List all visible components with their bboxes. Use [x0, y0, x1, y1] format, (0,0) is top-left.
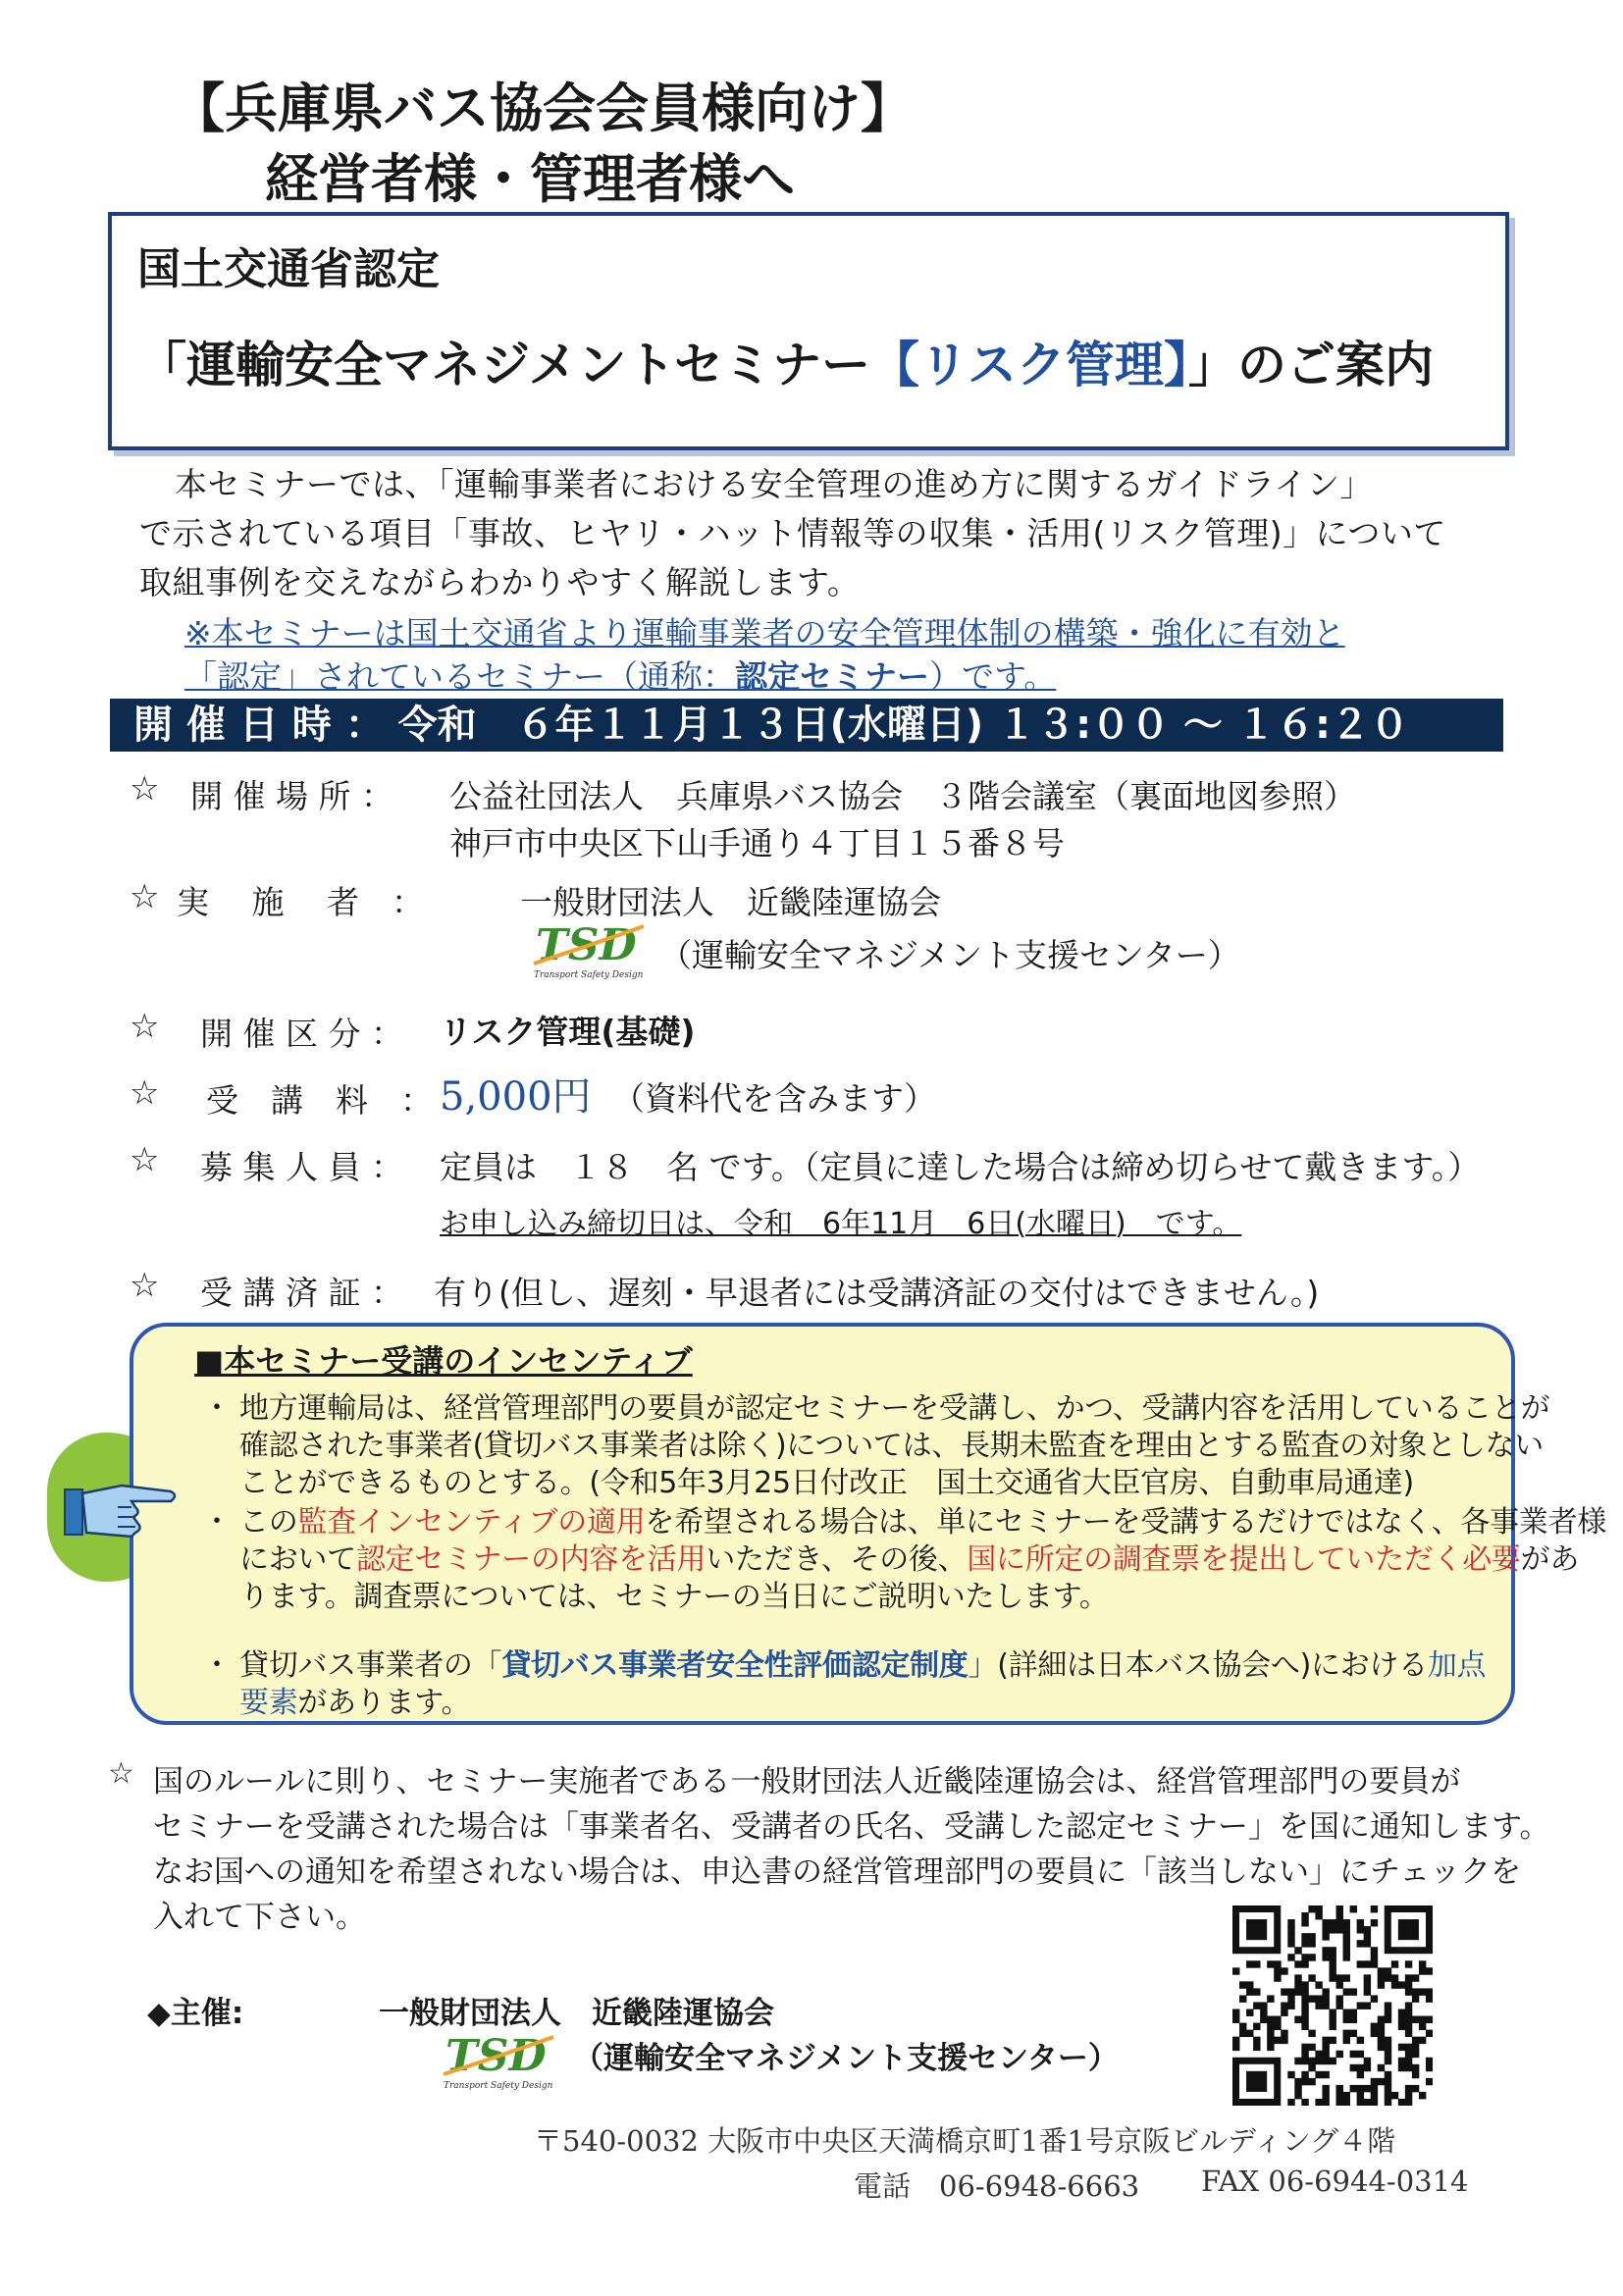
bullet-dot: ・: [202, 1391, 232, 1426]
venue-label: 開 催 場 所 ：: [190, 777, 393, 815]
text-segment: があ: [1520, 1542, 1580, 1577]
seminar-title-highlight: 【リスク管理】: [870, 336, 1188, 393]
note-suffix: ）です。: [929, 657, 1057, 696]
notice-line-3: なお国への通知を希望されない場合は、申込書の経営管理部門の要員に「該当しない」にチェックを: [153, 1854, 1522, 1890]
star-icon: ☆: [130, 1266, 160, 1305]
star-icon: ☆: [130, 877, 160, 916]
venue-value: 公益社団法人 兵庫県バス協会 ３階会議室（裏面地図参照）: [449, 777, 1356, 815]
certificate-label: 受 講 済 証 ：: [200, 1274, 403, 1312]
highlight-blue: 貸切バス事業者安全性評価認定制度: [501, 1648, 969, 1683]
contact-fax: FAX 06-6944-0314: [1201, 2165, 1469, 2198]
note-bold: 認定セミナー: [735, 657, 929, 696]
audience-heading: 【兵庫県バス協会会員様向け】: [172, 77, 914, 139]
intro-line-1: 本セミナーでは、「運輸事業者における安全管理の進め方に関するガイドライン」: [175, 465, 1374, 503]
star-icon: ☆: [130, 769, 160, 809]
fee-value: 5,000円: [440, 1074, 592, 1120]
organizer-label: 実 施 者 ：: [177, 883, 424, 921]
certification-note-line-2: [184, 652, 1056, 698]
text-segment: この: [239, 1505, 298, 1539]
text-segment: 」(詳細は日本バス協会へ)における: [968, 1648, 1428, 1683]
category-value: リスク管理(基礎): [440, 1013, 696, 1051]
text-segment: を希望される場合は、単にセミナーを受講するだけではなく、各事業者様: [645, 1505, 1606, 1539]
organizer-subtitle: （運輸安全マネジメント支援センター）: [659, 936, 1240, 974]
certification-note-line-1: ※本セミナーは国土交通省より運輸事業者の安全管理体制の構築・強化に有効と: [184, 614, 1345, 652]
seminar-title-suffix: 」のご案内: [1188, 336, 1434, 393]
incentive-item1-line2: 確認された事業者(貸切バス事業者は除く)については、長期未監査を理由とする監査の対象としない: [239, 1429, 1544, 1463]
highlight-red: 監査インセンティブの適用: [297, 1505, 646, 1539]
qr-code[interactable]: [1232, 1905, 1433, 2110]
tsd-logo: [530, 916, 648, 981]
organizer-value: 一般財団法人 近畿陸運協会: [520, 883, 941, 921]
svg-text:Transport Safety Design: Transport Safety Design: [444, 2081, 553, 2091]
svg-text:Transport Safety Design: Transport Safety Design: [534, 970, 644, 980]
text-segment: があります。: [297, 1686, 471, 1720]
certificate-value: 有り(但し、遅刻・早退者には受講済証の交付はできません。): [434, 1274, 1320, 1312]
fee-note: （資料代を含みます）: [612, 1079, 936, 1118]
note-prefix: 「認定」されているセミナー（通称：: [184, 657, 735, 696]
venue-address: 神戸市中央区下山手通り４丁目１５番８号: [449, 824, 1065, 862]
tsd-logo: [440, 2027, 557, 2092]
seminar-title: [137, 326, 1434, 396]
intro-line-2: で示されている項目「事故、ヒヤリ・ハット情報等の収集・活用(リスク管理)」について: [139, 514, 1446, 552]
highlight-red: 国に所定の調査票を提出していただく必要: [967, 1542, 1521, 1577]
notice-line-2: セミナーを受講された場合は「事業者名、受講者の氏名、受講した認定セミナー」を国に通知します。: [153, 1809, 1550, 1845]
category-label: 開 催 区 分 ：: [200, 1015, 403, 1053]
notice-line-4: 入れて下さい。: [153, 1900, 366, 1935]
contact-phone: 電話 06-6948-6663: [854, 2169, 1140, 2203]
certification-label: 国土交通省認定: [137, 244, 440, 294]
highlight-red: 認定セミナーの内容を活用: [355, 1542, 707, 1577]
svg-text:TSD: TSD: [536, 920, 637, 970]
fee-label: 受 講 料 ：: [206, 1081, 433, 1120]
contact-address: 〒540-0032 大阪市中央区天満橋京町1番1号京阪ビルディング４階: [534, 2124, 1396, 2158]
text-segment: 貸切バス事業者の「: [239, 1648, 502, 1683]
highlight-blue: 要素: [239, 1686, 298, 1720]
svg-text:TSD: TSD: [445, 2031, 547, 2081]
seminar-title-prefix: 「運輸安全マネジメントセミナー: [137, 336, 870, 393]
bullet-dot: ・: [202, 1505, 232, 1539]
incentive-item1-line1: 地方運輸局は、経営管理部門の要員が認定セミナーを受講し、かつ、受講内容を活用していることが: [239, 1391, 1550, 1426]
star-icon: ☆: [108, 1756, 134, 1791]
bullet-dot: ・: [202, 1648, 232, 1683]
pointing-hand-icon: [63, 1472, 181, 1556]
capacity-value: 定員は １８ 名 です。（定員に達した場合は締め切らせて戴きます。）: [440, 1148, 1481, 1186]
application-deadline: お申し込み締切日は、令和 6年11月 6日(水曜日) です。: [440, 1207, 1242, 1241]
incentive-item1-line3: ことができるものとする。(令和5年3月25日付改正 国土交通省大臣官房、自動車局通達): [239, 1466, 1414, 1500]
text-segment: において: [239, 1542, 356, 1577]
star-icon: ☆: [130, 1140, 160, 1179]
capacity-label: 募 集 人 員 ：: [200, 1148, 403, 1186]
host-subtitle: （運輸安全マネジメント支援センター）: [573, 2041, 1119, 2076]
star-icon: ☆: [130, 1007, 160, 1046]
highlight-blue: 加点: [1427, 1648, 1487, 1683]
host-name: 一般財団法人 近畿陸運協会: [379, 1996, 774, 2031]
star-icon: ☆: [130, 1073, 160, 1113]
audience-subheading: 経営者様・管理者様へ: [265, 147, 795, 210]
host-label: ◆主催:: [147, 1996, 244, 2031]
incentive-item2-line3: ります。調査票については、セミナーの当日にご説明いたします。: [239, 1580, 1109, 1614]
notice-line-1: 国のルールに則り、セミナー実施者である一般財団法人近畿陸運協会は、経営管理部門の要員が: [153, 1764, 1461, 1800]
text-segment: いただき、その後、: [706, 1542, 968, 1577]
incentive-title: ■本セミナー受講のインセンティブ: [194, 1342, 693, 1380]
intro-line-3: 取組事例を交えながらわかりやすく解説します。: [139, 563, 861, 601]
event-date-band: 開 催 日 時 ： 令和 ６年１１月１３日(水曜日) １３:００ 〜 １６:２０: [110, 699, 1503, 752]
incentive-item3-line2: [239, 1678, 470, 1721]
